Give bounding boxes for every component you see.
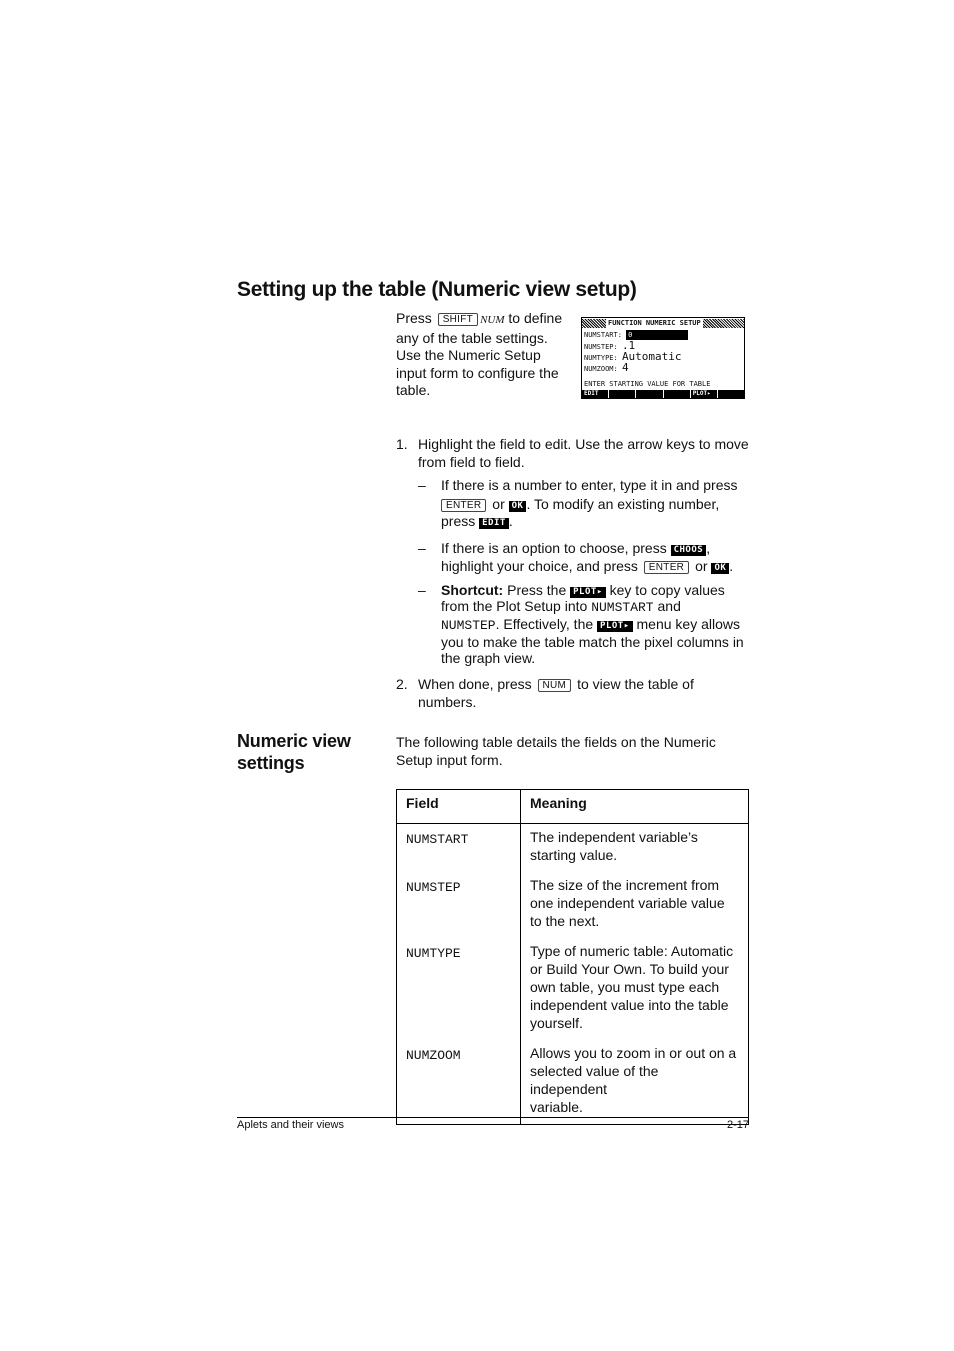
settings-table: [396, 789, 749, 1125]
intro-line: Use the Numeric Setup: [396, 347, 541, 363]
menu-blank: [609, 390, 635, 398]
numstep-code: NUMSTEP: [441, 618, 496, 633]
meaning-line: The size of the increment from: [530, 877, 720, 893]
screen-field-value: Automatic: [621, 350, 682, 363]
screen-field-value: 4: [621, 361, 629, 374]
intro-line: input form to configure the: [396, 364, 559, 381]
screen-title-bar: [582, 319, 744, 328]
field-name: NUMSTEP: [406, 880, 461, 895]
bullet-text: the graph view.: [441, 650, 536, 666]
field-name: NUMSTART: [406, 832, 469, 847]
section-description: [396, 734, 716, 769]
or-text: or: [695, 557, 708, 574]
screen-field-label: NUMSTART:: [584, 331, 622, 339]
step-text: from field to field.: [418, 453, 525, 470]
intro-line: table.: [396, 382, 431, 398]
bullet-text: Press the: [507, 582, 567, 598]
bullet-dash: –: [418, 477, 426, 493]
shortcut-label: Shortcut:: [441, 582, 504, 598]
meaning-line: Type of numeric table: Automatic: [530, 943, 734, 959]
num-label: NUM: [480, 314, 505, 326]
bullet-text: menu key allows: [636, 616, 741, 632]
or-text: or: [492, 495, 505, 512]
section-heading: [237, 730, 351, 774]
step-text: numbers.: [418, 693, 477, 710]
bullet-dash: –: [418, 540, 426, 556]
bullet-3: [441, 582, 744, 666]
table-row: [397, 1044, 749, 1125]
period: .: [508, 513, 513, 529]
meaning-line: variable.: [530, 1099, 583, 1115]
bullet-text: If there is a number to enter, type it in and press: [441, 477, 738, 493]
bullet-dash: –: [418, 582, 426, 598]
screen-title: FUNCTION NUMERIC SETUP: [608, 319, 701, 327]
bullet-text: key to copy values: [609, 582, 725, 598]
meaning-line: one independent variable value: [530, 895, 725, 911]
menu-blank: [636, 390, 662, 398]
bullet-1: [441, 477, 738, 531]
intro-rest: to define: [508, 310, 563, 326]
screen-field-label: NUMTYPE:: [584, 354, 618, 362]
step-1-text: [418, 436, 749, 471]
bullet-text: and: [657, 598, 681, 614]
meaning-line: own table, you must type each: [530, 979, 720, 995]
meaning-line: Allows you to zoom in or out on a: [530, 1045, 737, 1061]
bullet-text: highlight your choice, and press: [441, 557, 638, 574]
screen-field-label: NUMZOOM:: [584, 365, 618, 373]
period: .: [729, 557, 734, 574]
step-number: 1.: [396, 436, 408, 452]
footer-left: Aplets and their views: [237, 1119, 344, 1131]
bullet-text: If there is an option to choose, press: [441, 540, 667, 556]
bullet-2: [441, 540, 733, 575]
screen-prompt: ENTER STARTING VALUE FOR TABLE: [584, 380, 711, 388]
footer-rule: [237, 1117, 749, 1118]
meaning-line: yourself.: [530, 1015, 583, 1031]
numstart-code: NUMSTART: [591, 600, 654, 615]
step-1: [396, 436, 408, 454]
table-row: [397, 824, 749, 877]
meaning-line: The independent variable’s: [530, 829, 698, 845]
calculator-screen: [581, 317, 745, 399]
num-key-icon: NUM: [538, 679, 572, 692]
comma: ,: [706, 540, 711, 556]
bullet-text: . To modify an existing number,: [526, 495, 720, 512]
description-line: The following table details the fields on the Numeric: [396, 734, 716, 750]
intro-press: Press: [396, 310, 432, 326]
section-heading-line: Numeric view: [237, 731, 351, 751]
step-text: to view the table of: [577, 676, 694, 692]
column-header-field: Field: [397, 790, 521, 824]
page-number: 2-17: [726, 1119, 749, 1131]
enter-key-icon: ENTER: [441, 499, 486, 512]
plot-softkey-icon: PLOT▸: [597, 621, 633, 632]
menu-edit: EDIT: [582, 390, 608, 398]
field-name: NUMZOOM: [406, 1048, 461, 1063]
screen-field-value: .1: [621, 339, 636, 352]
edit-softkey-icon: EDIT: [479, 518, 509, 529]
field-name: NUMTYPE: [406, 946, 461, 961]
table-row: [397, 876, 749, 942]
meaning-line: selected value of the independent: [530, 1063, 659, 1097]
page-title: Setting up the table (Numeric view setup): [237, 278, 637, 301]
bullet-text: from the Plot Setup into: [441, 598, 588, 614]
enter-key-icon: ENTER: [644, 561, 689, 574]
screen-field-value: 0: [626, 330, 688, 340]
table-header-row: [397, 790, 749, 824]
intro-line: any of the table settings.: [396, 329, 548, 346]
description-line: Setup input form.: [396, 751, 503, 768]
menu-blank: [664, 390, 690, 398]
column-header-meaning: Meaning: [521, 790, 749, 824]
ok-softkey-icon: OK: [509, 501, 527, 512]
bullet-text: press: [441, 513, 476, 529]
bullet-text: you to make the table match the pixel columns in: [441, 634, 744, 650]
bullet-text: . Effectively, the: [495, 616, 594, 632]
menu-blank: [718, 390, 744, 398]
meaning-line: starting value.: [530, 847, 618, 863]
step-2-text: [418, 676, 694, 711]
intro-paragraph: [396, 310, 576, 400]
section-heading-line: settings: [237, 753, 305, 773]
plot-softkey-icon: PLOT▸: [570, 587, 606, 598]
meaning-line: independent value into the table: [530, 997, 729, 1013]
step-text: Highlight the field to edit. Use the arrow keys to move: [418, 436, 749, 452]
table-row: [397, 942, 749, 1044]
meaning-line: or Build Your Own. To build your: [530, 961, 729, 977]
screen-menu: [582, 390, 744, 398]
ok-softkey-icon: OK: [711, 563, 729, 574]
step-text: When done, press: [418, 676, 532, 692]
choos-softkey-icon: CHOOS: [671, 545, 707, 556]
step-number: 2.: [396, 676, 408, 692]
meaning-line: to the next.: [530, 913, 600, 929]
shift-key-icon: SHIFT: [438, 313, 478, 326]
menu-plot: PLOT▸: [691, 390, 717, 398]
screen-field-label: NUMSTEP:: [584, 343, 618, 351]
